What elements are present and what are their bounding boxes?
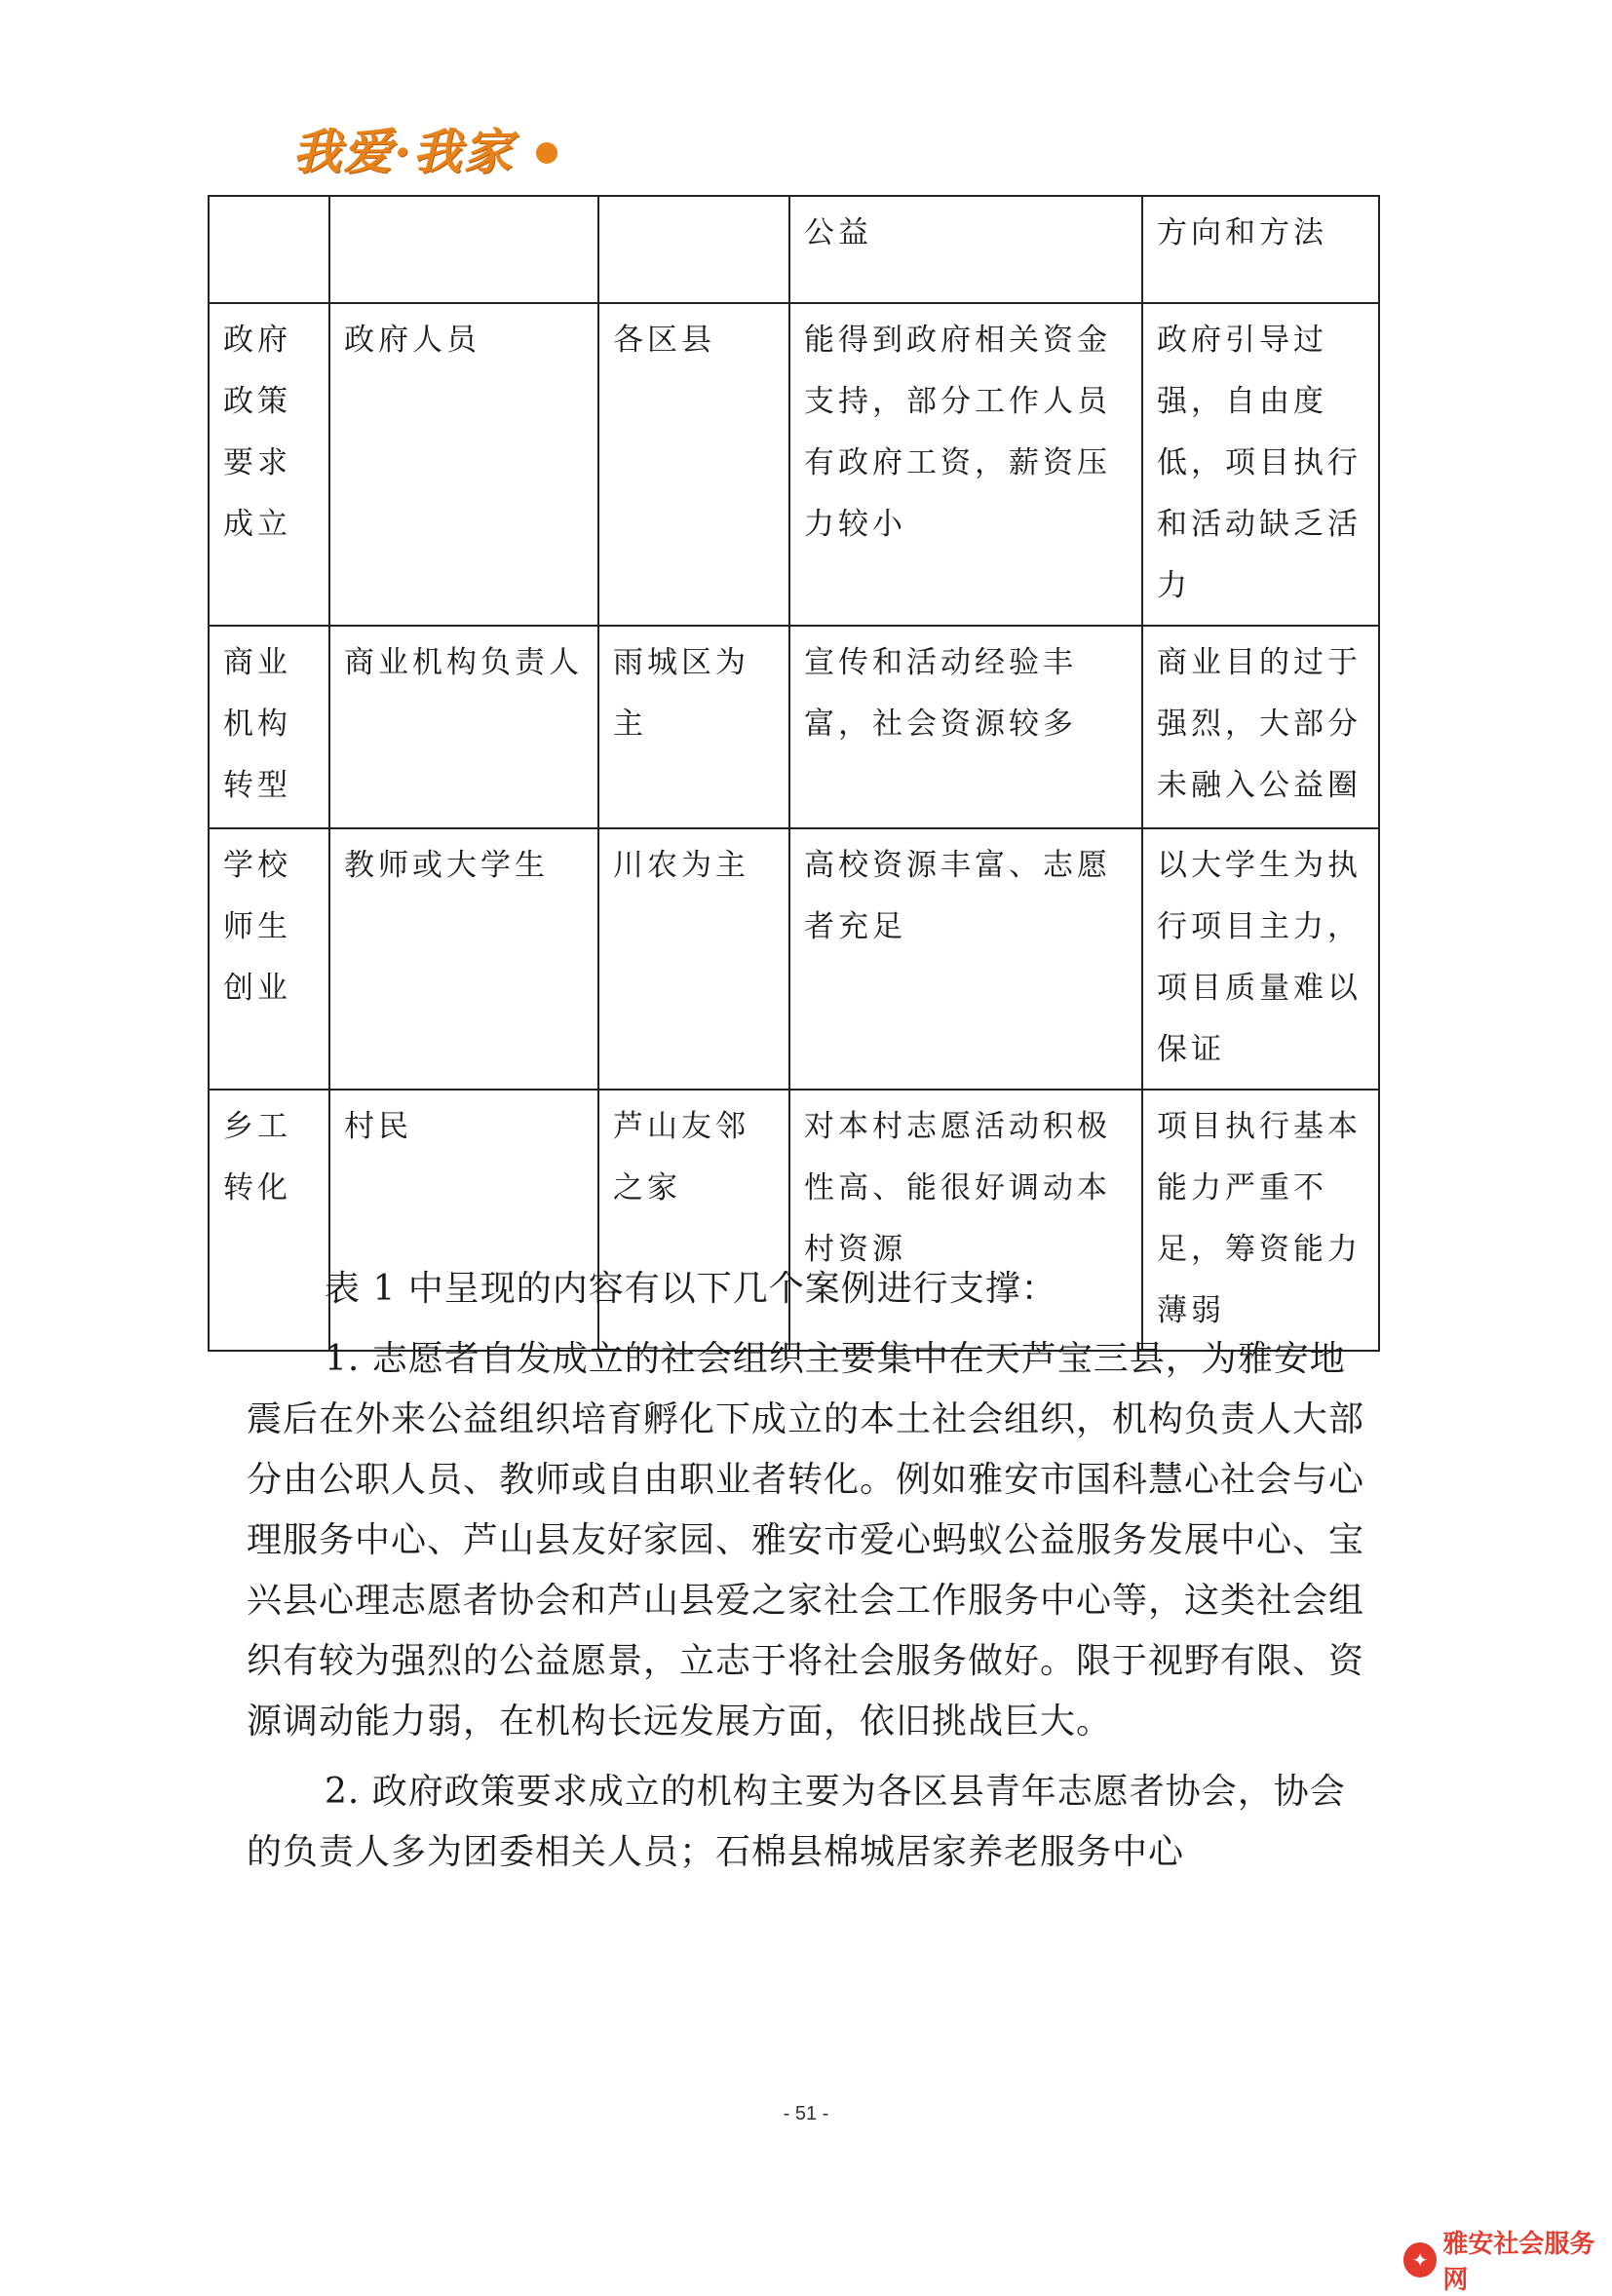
table-cell: 各区县	[598, 303, 789, 626]
table-cell: 学校师生创业	[209, 828, 329, 1090]
table-cell: 对本村志愿活动积极性高、能很好调动本村资源	[789, 1090, 1142, 1351]
logo-seal-icon	[536, 142, 557, 164]
watermark-text: 雅安社会服务网	[1442, 2230, 1595, 2295]
table-cell: 雨城区为主	[598, 626, 789, 828]
table-cell: 商业目的过于强烈，大部分未融入公益圈	[1142, 626, 1379, 828]
table-cell: 能得到政府相关资金支持，部分工作人员有政府工资，薪资压力较小	[789, 303, 1142, 626]
table-cell: 商业机构负责人	[329, 626, 598, 828]
table-cell	[329, 196, 598, 303]
paragraph-1: 1. 志愿者自发成立的社会组织主要集中在天芦宝三县，为雅安地震后在外来公益组织培育孵化下成立的本土社会组织，机构负责人大部分由公职人员、教师或自由职业者转化。例如雅安市国科慧心社会与心理服务中心、芦山县友好家园、雅安市爱心蚂蚁公益服务发展中心、宝兴县心理志愿者协会和芦山县爱之家社会工作服务中心等，这类社会组织有较为强烈的公益愿景，立志于将社会服务做好。限于视野有限、资源调动能力弱，在机构长远发展方面，依旧挑战巨大。	[247, 1339, 1365, 1741]
table-cell	[209, 196, 329, 303]
watermark-logo-icon: ✦	[1403, 2242, 1437, 2277]
table-cell: 公益	[789, 196, 1142, 303]
logo-text	[292, 113, 514, 183]
table-cell: 政府人员	[329, 303, 598, 626]
table-cell: 川农为主	[598, 828, 789, 1090]
paragraph-2: 2. 政府政策要求成立的机构主要为各区县青年志愿者协会，协会的负责人多为团委相关人员；石棉县棉城居家养老服务中心	[247, 1772, 1346, 1872]
lead-paragraph: 表 1 中呈现的内容有以下几个案例进行支撑：	[325, 1269, 1057, 1309]
table-cell: 村民	[329, 1090, 598, 1351]
table-cell: 教师或大学生	[329, 828, 598, 1090]
table-cell: 商业机构转型	[209, 626, 329, 828]
table-row	[209, 303, 1379, 626]
table-cell: 政府政策要求成立	[209, 303, 329, 626]
logo-text-part1: 我爱	[292, 123, 394, 180]
table-cell: 项目执行基本能力严重不足，筹资能力薄弱	[1142, 1090, 1379, 1351]
page-number: - 51 -	[783, 2103, 829, 2124]
header-logo	[234, 105, 556, 193]
logo-dot: ·	[394, 123, 413, 180]
watermark	[1403, 2224, 1612, 2296]
table-cell: 芦山友邻之家	[598, 1090, 789, 1351]
table-row	[209, 196, 1379, 303]
table-cell: 高校资源丰富、志愿者充足	[789, 828, 1142, 1090]
table-cell: 宣传和活动经验丰富，社会资源较多	[789, 626, 1142, 828]
table-cell: 方向和方法	[1142, 196, 1379, 303]
data-table	[208, 195, 1380, 1352]
table-cell: 政府引导过强，自由度低，项目执行和活动缺乏活力	[1142, 303, 1379, 626]
logo-text-part2: 我家	[412, 123, 515, 180]
table-row	[209, 828, 1379, 1090]
body-text	[247, 1259, 1367, 1893]
table-cell: 乡工转化	[209, 1090, 329, 1351]
table-cell: 以大学生为执行项目主力，项目质量难以保证	[1142, 828, 1379, 1090]
table-row	[209, 626, 1379, 828]
table-cell	[598, 196, 789, 303]
